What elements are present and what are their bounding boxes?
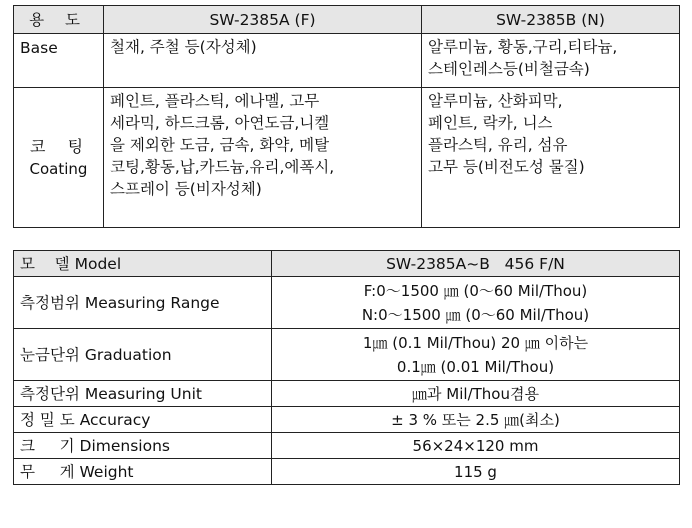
spec-label-accuracy: 정 밀 도 Accuracy (14, 407, 272, 433)
graduation-line-2: 0.1㎛ (0.01 Mil/Thou) (396, 357, 555, 376)
measuring-range-f: F:0～1500 ㎛ (0～60 Mil/Thou) (363, 281, 588, 300)
base-label (14, 34, 104, 88)
usage-table (13, 5, 680, 228)
coating-row (14, 88, 680, 228)
base-model-a (104, 34, 422, 88)
spec-row-graduation (14, 329, 680, 381)
coating-label-ko: 코 팅 (29, 136, 88, 156)
base-model-b-line-2: 스테인레스등(비철금속) (428, 60, 590, 78)
spec-header-value: SW-2385A~B 456 F/N (272, 251, 680, 277)
spec-row-measuring-range (14, 277, 680, 329)
coating-model-a-line-2: 세라믹, 하드크롬, 아연도금,니켈 (110, 114, 330, 132)
spec-value-dimensions: 56×24×120 mm (272, 433, 680, 459)
spec-row-accuracy (14, 407, 680, 433)
coating-model-b (422, 88, 680, 228)
spec-value-graduation (272, 329, 680, 381)
coating-model-b-line-2: 페인트, 락카, 니스 (428, 114, 553, 132)
spec-label-dimensions: 크 기 Dimensions (14, 433, 272, 459)
graduation-line-1: 1㎛ (0.1 Mil/Thou) 20 ㎛ 이하는 (362, 333, 589, 352)
spec-label-weight: 무 게 Weight (14, 459, 272, 485)
coating-label-en: Coating (29, 159, 88, 178)
spec-label-measuring-range: 측정범위 Measuring Range (14, 277, 272, 329)
base-model-b-line-1: 알루미늄, 황동,구리,티타늄, (428, 38, 618, 56)
coating-model-b-line-4: 고무 등(비전도성 물질) (428, 158, 585, 176)
base-model-b (422, 34, 680, 88)
measuring-range-n: N:0～1500 ㎛ (0～60 Mil/Thou) (361, 305, 590, 324)
base-row (14, 34, 680, 88)
coating-model-a (104, 88, 422, 228)
spec-value-measuring-range (272, 277, 680, 329)
coating-model-a-line-5: 스프레이 등(비자성체) (110, 180, 262, 198)
usage-header-row (14, 6, 680, 34)
coating-model-a-line-4: 코팅,황동,납,카드늄,유리,에폭시, (110, 158, 335, 176)
spec-row-dimensions (14, 433, 680, 459)
model-a-header: SW-2385A (F) (104, 6, 422, 34)
model-b-header: SW-2385B (N) (422, 6, 680, 34)
base-model-a-line-1: 철재, 주철 등(자성체) (110, 38, 257, 56)
spec-header-row (14, 251, 680, 277)
spec-label-measuring-unit: 측정단위 Measuring Unit (14, 381, 272, 407)
spec-table (13, 250, 680, 485)
spec-value-measuring-unit: ㎛과 Mil/Thou겸용 (272, 381, 680, 407)
coating-model-b-line-1: 알루미늄, 산화피막, (428, 92, 563, 110)
spec-row-weight (14, 459, 680, 485)
spec-header-label: 모 델 Model (14, 251, 272, 277)
coating-label (14, 88, 104, 228)
spec-row-measuring-unit (14, 381, 680, 407)
spec-value-weight: 115 g (272, 459, 680, 485)
coating-model-a-line-1: 페인트, 플라스틱, 에나멜, 고무 (110, 92, 320, 110)
spec-label-graduation: 눈금단위 Graduation (14, 329, 272, 381)
coating-model-b-line-3: 플라스틱, 유리, 섬유 (428, 136, 568, 154)
coating-model-a-line-3: 을 제외한 도금, 금속, 화약, 메탈 (110, 136, 330, 154)
base-label-text: Base (20, 39, 58, 57)
spec-value-accuracy: ± 3 % 또는 2.5 ㎛(최소) (272, 407, 680, 433)
usage-header-label: 용 도 (14, 6, 104, 34)
